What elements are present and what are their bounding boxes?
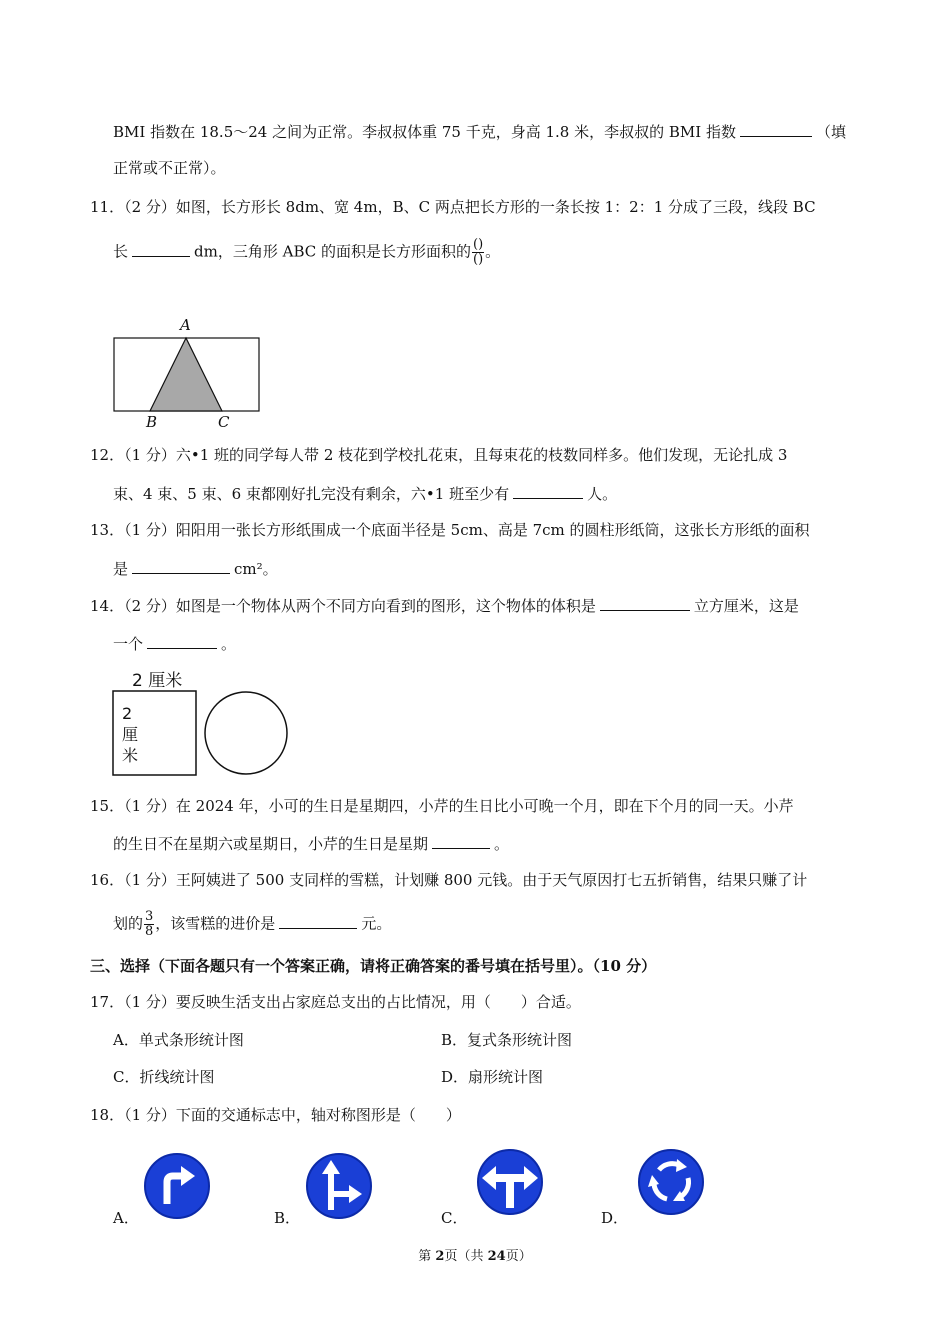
section3-title: 三、选择（下面各题只有一个答案正确，请将正确答案的番号填在括号里）。（10 分） [90, 957, 657, 975]
q15-text-a: 的生日不在星期六或星期日，小芹的生日是星期 [113, 835, 429, 853]
q14-side-3: 米 [122, 746, 139, 765]
q14-text-b: 立方厘米，这是 [693, 597, 799, 615]
q14-side-1: 2 [122, 704, 133, 723]
q13-line2 [113, 557, 278, 580]
q12-line2 [113, 482, 617, 505]
q14-answer-blank-1[interactable] [600, 594, 690, 611]
q12-answer-blank[interactable] [513, 482, 583, 499]
q14-side-2: 厘 [122, 725, 139, 744]
q13-text-a: 是 [113, 560, 129, 578]
q12-line1: 12．（1 分）六•1 班的同学每人带 2 枝花到学校扎花束，且每束花的枝数同样多。他们发现，无论扎成 3 [90, 446, 788, 464]
q17-option-b[interactable]: B．复式条形统计图 [441, 1031, 573, 1049]
q16-frac-num: 3 [145, 909, 154, 924]
q11-triangle-abc [150, 338, 222, 411]
q17-option-a[interactable]: A．单式条形统计图 [113, 1031, 244, 1049]
footer-page-number: 2 [435, 1249, 445, 1264]
q12-text-a: 束、4 束、5 束、6 束都刚好扎完没有剩余，六•1 班至少有 [113, 485, 510, 503]
q13-text-b: cm²。 [234, 560, 278, 578]
q16-line2 [113, 910, 391, 939]
q14-line1 [90, 594, 799, 617]
q11-text-a: 长 [113, 242, 129, 261]
q17-option-d[interactable]: D．扇形统计图 [441, 1068, 544, 1086]
q16-text-c: 元。 [361, 914, 392, 933]
footer-text-a: 第 [418, 1249, 436, 1264]
q11-label-a: A [180, 316, 191, 334]
q17-option-c[interactable]: C．折线统计图 [113, 1068, 215, 1086]
q11-line2 [113, 238, 500, 267]
q18-stem: 18．（1 分）下面的交通标志中，轴对称图形是（ ） [90, 1106, 461, 1124]
q11-label-b: B [146, 413, 158, 431]
q14-text-a: 14．（2 分）如图是一个物体从两个不同方向看到的图形，这个物体的体积是 [90, 597, 596, 615]
q11-fraction [472, 238, 484, 267]
q18-option-d-label[interactable]: D． [601, 1209, 629, 1227]
q10-line1 [113, 120, 846, 143]
footer-total-pages: 24 [487, 1249, 506, 1264]
q16-frac-den: 8 [145, 924, 154, 939]
q15-line2 [113, 832, 509, 855]
q10-answer-blank[interactable] [740, 120, 812, 137]
q10-line2: 正常或不正常）。 [113, 159, 226, 177]
q12-text-b: 人。 [587, 485, 618, 503]
q11-label-c: C [218, 413, 230, 431]
q10-text-a: BMI 指数在 18.5～24 之间为正常。李叔叔体重 75 千克，身高 1.8 米，李叔叔的 BMI 指数 [113, 123, 736, 141]
q11-answer-blank[interactable] [132, 240, 190, 257]
q16-line1: 16．（1 分）王阿姨进了 500 支同样的雪糕，计划赚 800 元钱。由于天气原因打七五折销售，结果只赚了计 [90, 871, 808, 889]
q15-text-b: 。 [494, 835, 510, 853]
q16-answer-blank[interactable] [279, 912, 357, 929]
q14-text-c: 一个 [113, 635, 144, 653]
q11-frac-den: () [473, 252, 484, 267]
q13-line1: 13．（1 分）阳阳用一张长方形纸围成一个底面半径是 5cm、高是 7cm 的圆柱形纸筒，这张长方形纸的面积 [90, 521, 810, 539]
q18-option-c-label[interactable]: C． [441, 1209, 468, 1227]
q16-fraction [144, 910, 154, 939]
q15-answer-blank[interactable] [432, 832, 490, 849]
q11-text-b: dm，三角形 ABC 的面积是长方形面积的 [194, 242, 471, 261]
q10-text-b: （填 [815, 123, 846, 141]
q14-answer-blank-2[interactable] [147, 632, 217, 649]
turn-right-sign-icon[interactable] [143, 1152, 211, 1220]
q16-text-b: ，该雪糕的进价是 [155, 914, 276, 933]
q14-views-figure [112, 690, 292, 780]
q14-text-d: 。 [221, 635, 237, 653]
q11-frac-num: () [473, 237, 484, 252]
q17-stem: 17．（1 分）要反映生活支出占家庭总支出的占比情况，用（ ）合适。 [90, 993, 581, 1011]
q14-line2 [113, 632, 236, 655]
q11-line1: 11．（2 分）如图，长方形长 8dm、宽 4m，B、C 两点把长方形的一条长按 1：2：1 分成了三段，线段 BC [90, 198, 816, 216]
roundabout-sign-icon[interactable] [637, 1148, 705, 1216]
q11-text-end: 。 [485, 242, 501, 261]
q15-line1: 15．（1 分）在 2024 年，小可的生日是星期四，小芹的生日比小可晚一个月，即在下个月的同一天。小芹 [90, 797, 794, 815]
footer-text-b: 页（共 [444, 1249, 488, 1264]
q14-fig-top-label: 2 厘米 [132, 671, 183, 691]
q16-text-a: 划的 [113, 914, 144, 933]
straight-or-right-sign-icon[interactable] [305, 1152, 373, 1220]
q18-option-a-label[interactable]: A． [113, 1209, 139, 1227]
left-or-right-sign-icon[interactable] [476, 1148, 544, 1216]
footer-text-c: 页） [505, 1249, 532, 1264]
q14-circle-view [205, 692, 287, 774]
q18-option-b-label[interactable]: B． [274, 1209, 301, 1227]
q14-fig-side-label [122, 703, 138, 766]
q11-rectangle-figure [112, 318, 262, 433]
page-footer [0, 1245, 950, 1264]
q13-answer-blank[interactable] [132, 557, 230, 574]
